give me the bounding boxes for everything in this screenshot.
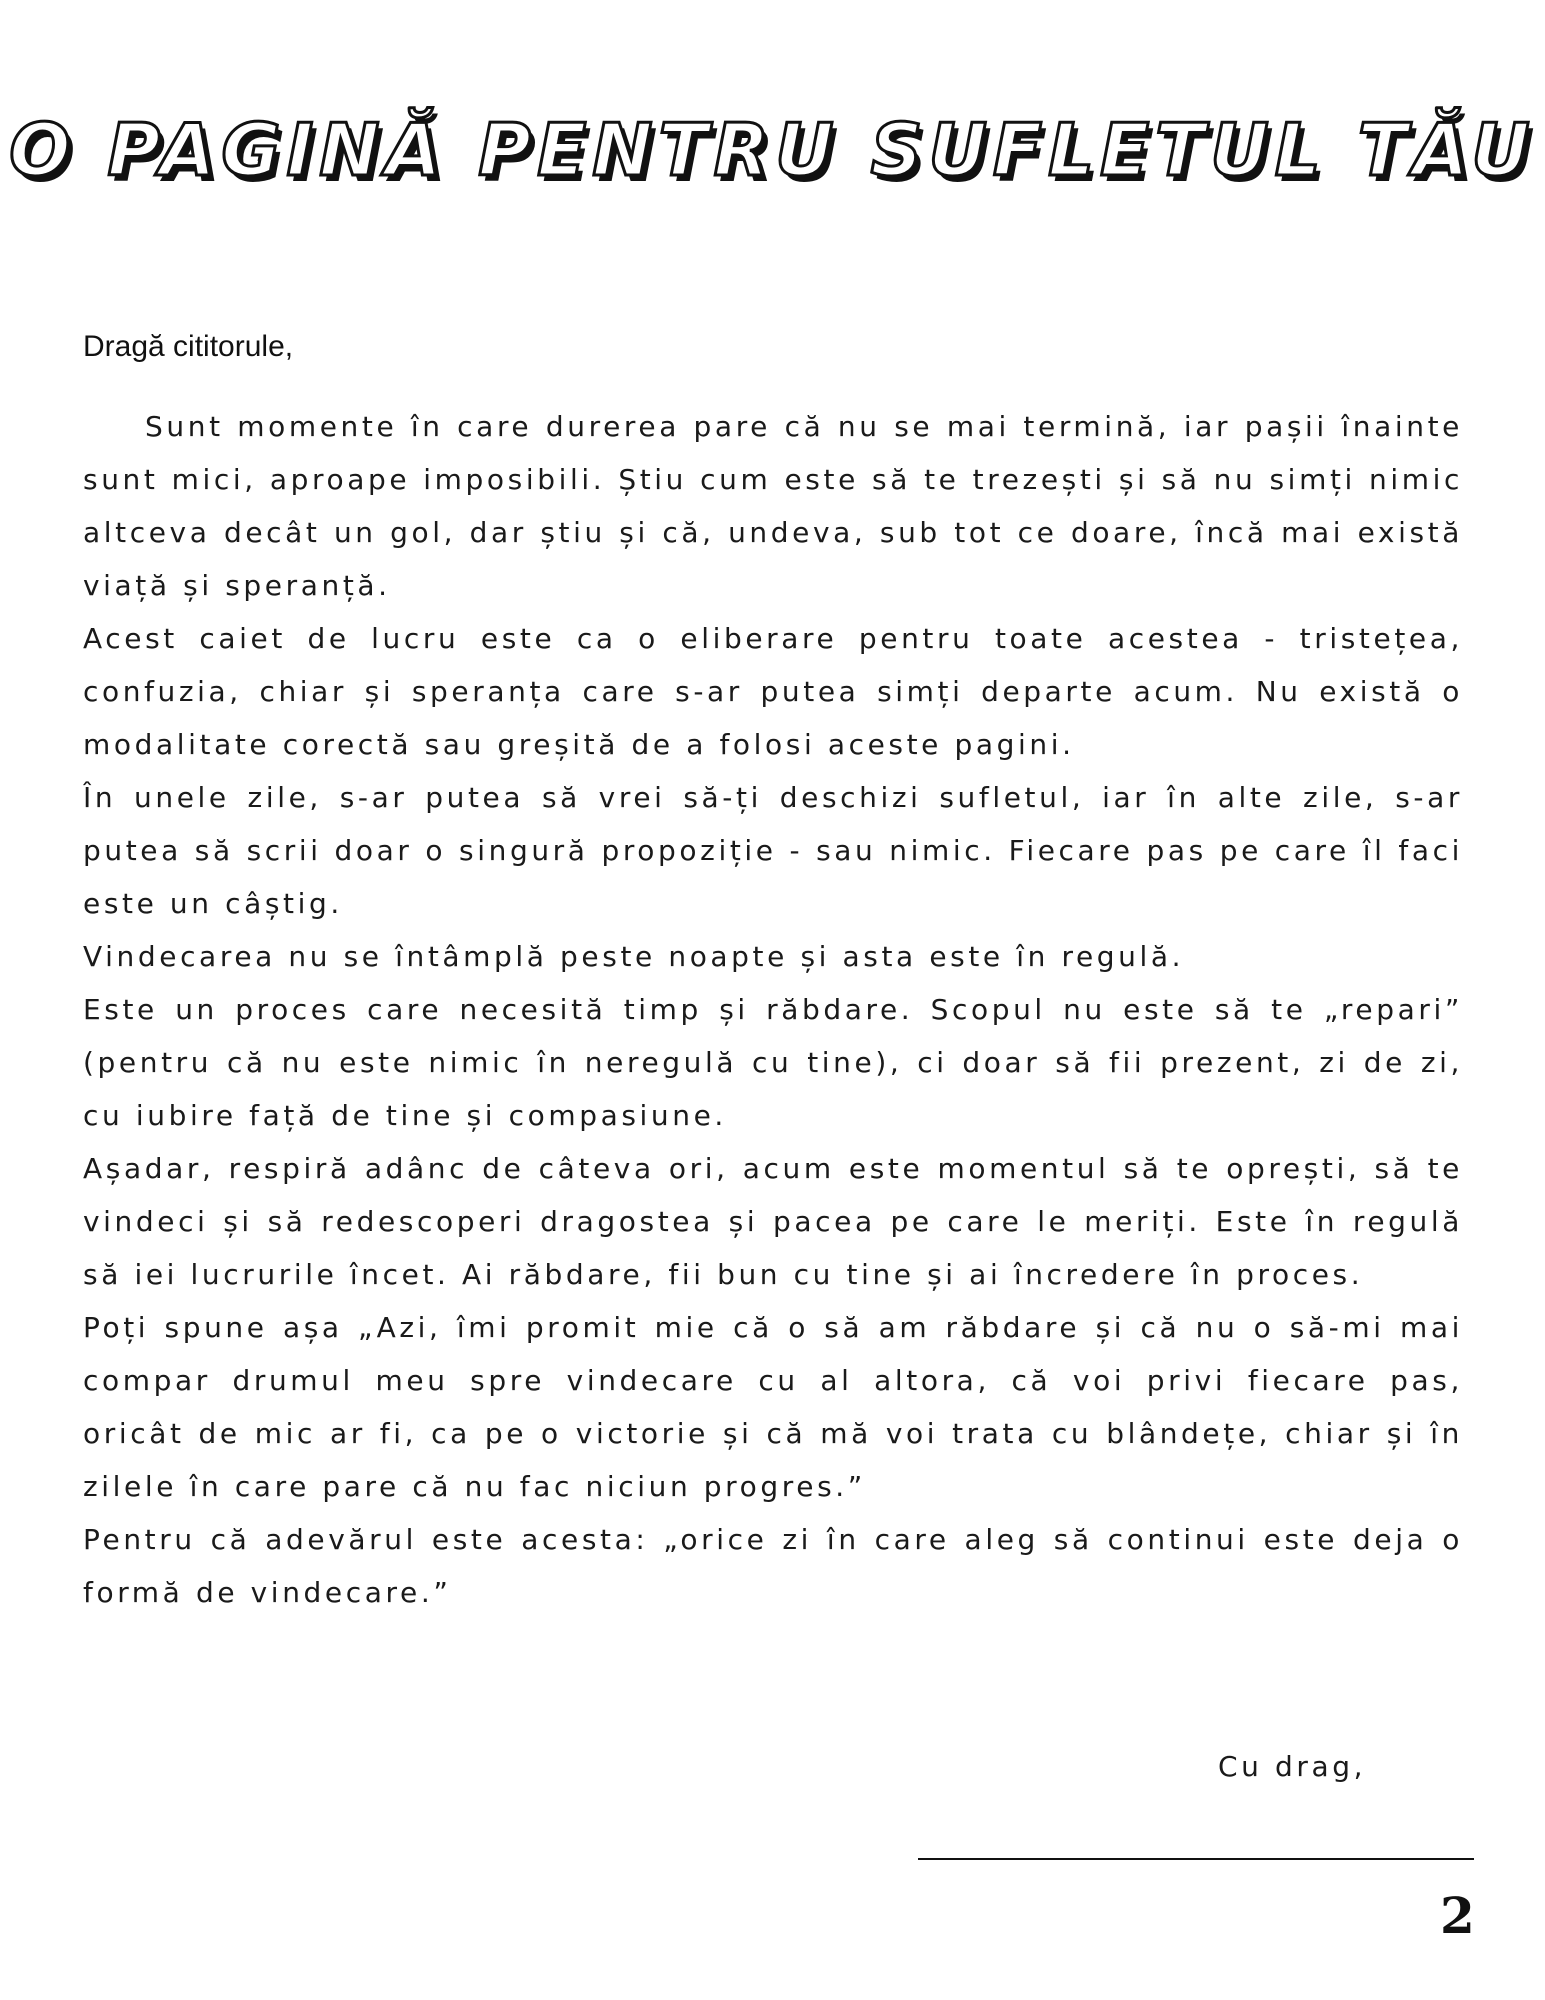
letter-paragraph: Așadar, respiră adânc de câteva ori, acum este momentul să te oprești, să te vindeci și să redescoperi dragostea și pacea pe care le meriți. Este în regulă să iei lucrurile încet. Ai răbdare, fii bun cu tine și ai încredere în proces. xyxy=(83,1152,1463,1291)
letter-body xyxy=(83,400,1463,1619)
page-number: 2 xyxy=(1440,1886,1475,1945)
page-title: O PAGINĂ PENTRU SUFLETUL TĂU xyxy=(9,108,1536,192)
letter-salutation: Dragă cititorule, xyxy=(83,330,294,363)
letter-paragraph: În unele zile, s-ar putea să vrei să-ți deschizi sufletul, iar în alte zile, s-ar putea să scrii doar o singură propoziție - sau nimic. Fiecare pas pe care îl faci este un câștig. xyxy=(83,781,1463,920)
letter-paragraph: Vindecarea nu se întâmplă peste noapte și asta este în regulă. xyxy=(83,940,1185,973)
letter-paragraph: Sunt momente în care durerea pare că nu se mai termină, iar pașii înainte sunt mici, aproape imposibili. Știu cum este să te trezești și să nu simți nimic altceva decât un gol, dar știu și că, undeva, sub tot ce doare, încă mai există viață și speranță. xyxy=(83,410,1463,602)
letter-paragraph: Acest caiet de lucru este ca o eliberare pentru toate acestea - tristețea, confuzia, chiar și speranța care s-ar putea simți departe acum. Nu există o modalitate corectă sau greșită de a folosi aceste pagini. xyxy=(83,622,1463,761)
letter-paragraph: Pentru că adevărul este acesta: „orice zi în care aleg să continui este deja o formă de vindecare.” xyxy=(83,1523,1463,1609)
letter-paragraph: Poți spune așa „Azi, îmi promit mie că o să am răbdare și că nu o să-mi mai compar drumul meu spre vindecare cu al altora, că voi privi fiecare pas, oricât de mic ar fi, ca pe o victorie și că mă voi trata cu blândețe, chiar și în zilele în care pare că nu fac niciun progres.” xyxy=(83,1311,1463,1503)
letter-closing: Cu drag, xyxy=(1218,1750,1367,1783)
letter-paragraph: Este un proces care necesită timp și răbdare. Scopul nu este să te „repari” (pentru că nu este nimic în neregulă cu tine), ci doar să fii prezent, zi de zi, cu iubire față de tine și compasiune. xyxy=(83,993,1463,1132)
signature-line xyxy=(918,1858,1474,1860)
